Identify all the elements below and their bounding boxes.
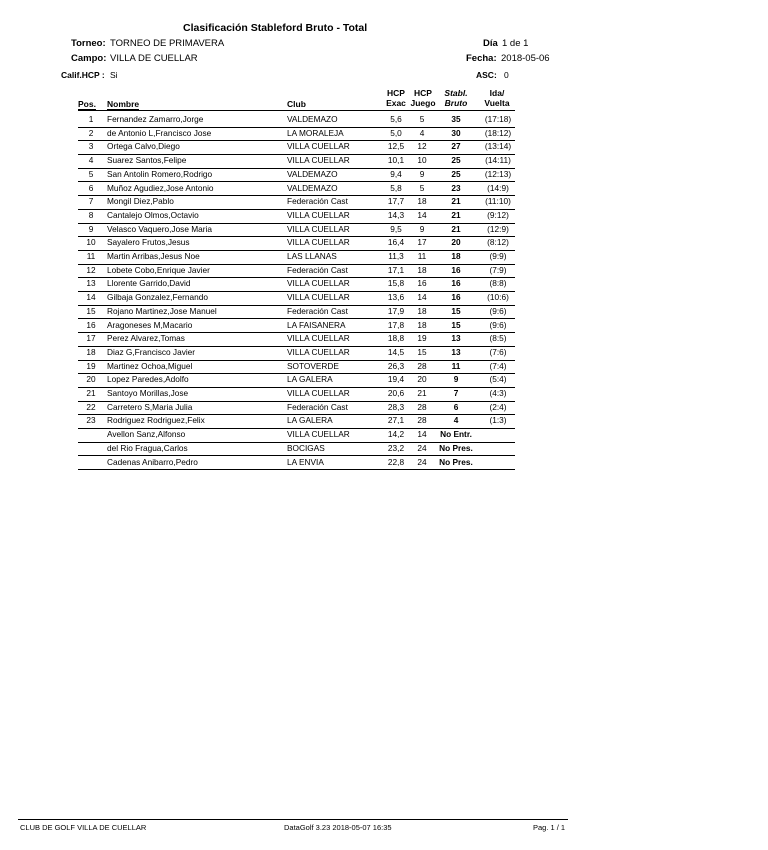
row-club: LA ENVIA <box>287 456 324 467</box>
row-hcp-exac: 18,8 <box>387 333 405 344</box>
header-nombre: Nombre <box>107 99 140 109</box>
row-club: Federación Cast <box>287 401 348 412</box>
row-nombre: San Antolin Romero,Rodrigo <box>107 168 213 179</box>
torneo-value: TORNEO DE PRIMAVERA <box>110 38 225 49</box>
asc-label: ASC: <box>476 70 497 80</box>
row-ida-vuelta: (9:9) <box>489 251 507 261</box>
row-ida-vuelta: (2:4) <box>489 401 507 412</box>
row-stableford-bruto: 18 <box>451 251 461 261</box>
row-ida-vuelta: (9:6) <box>489 305 507 316</box>
row-pos: 9 <box>88 223 94 234</box>
table-row <box>78 168 515 183</box>
row-nombre: Perez Alvarez,Tomas <box>107 333 185 344</box>
row-hcp-exac: 11,3 <box>388 251 404 261</box>
row-nombre: Martinez Ochoa,Miguel <box>107 360 193 371</box>
header-ida-vuelta <box>479 88 515 108</box>
row-hcp-exac: 14,5 <box>387 346 405 357</box>
row-stableford-bruto: 6 <box>453 401 459 412</box>
table-row <box>78 332 515 347</box>
row-pos: 10 <box>86 237 96 248</box>
row-nombre: Fernandez Zamarro,Jorge <box>107 114 204 124</box>
header-hcp-label: HCP <box>387 88 405 98</box>
row-nombre: Rojano Martinez,Jose Manuel <box>107 305 217 316</box>
header-hcp-label: HCP <box>414 88 432 98</box>
row-club: VILLA CUELLAR <box>287 346 350 357</box>
row-hcp-juego: 4 <box>419 127 425 138</box>
row-hcp-juego: 9 <box>419 223 425 234</box>
row-club: VALDEMAZO <box>287 168 338 179</box>
row-pos: 18 <box>86 346 96 357</box>
table-row <box>78 442 515 457</box>
row-hcp-juego: 14 <box>417 429 427 440</box>
row-hcp-exac: 12,5 <box>387 141 405 152</box>
row-hcp-juego: 21 <box>417 388 427 398</box>
row-pos: 6 <box>88 182 94 193</box>
fecha-value: 2018-05-06 <box>501 53 550 64</box>
row-hcp-exac: 17,9 <box>387 305 405 316</box>
row-hcp-exac: 9,5 <box>390 223 402 234</box>
row-pos: 11 <box>86 251 96 261</box>
row-nombre: Sayalero Frutos,Jesus <box>107 237 190 248</box>
table-row <box>78 250 515 265</box>
row-nombre: Mongil Diez,Pablo <box>107 196 174 207</box>
header-hcp-exac <box>382 88 410 108</box>
row-hcp-juego: 14 <box>417 209 427 220</box>
row-nombre: Lopez Paredes,Adolfo <box>107 374 189 385</box>
row-pos: 12 <box>86 264 96 275</box>
row-ida-vuelta: (14:11) <box>485 155 511 166</box>
row-stableford-bruto: 13 <box>451 333 461 344</box>
footer-page: Pag. 1 / 1 <box>533 823 566 832</box>
row-stableford-bruto: 16 <box>451 264 461 275</box>
row-hcp-exac: 14,2 <box>387 429 405 440</box>
header-pos: Pos. <box>78 99 96 109</box>
row-club: VILLA CUELLAR <box>287 292 350 303</box>
header-club: Club <box>287 99 306 109</box>
row-hcp-exac: 14,3 <box>387 209 405 220</box>
row-stableford-bruto: 4 <box>453 415 459 426</box>
row-ida-vuelta: (13:14) <box>484 141 512 152</box>
row-hcp-exac: 20,6 <box>387 388 405 398</box>
row-nombre: Velasco Vaquero,Jose Maria <box>107 223 212 234</box>
row-nombre: Avellon Sanz,Alfonso <box>107 429 186 440</box>
row-hcp-exac: 15,8 <box>387 278 405 289</box>
row-nombre: Diaz G,Francisco Javier <box>107 346 196 357</box>
row-hcp-exac: 5,6 <box>390 114 402 124</box>
row-stableford-bruto: 25 <box>451 168 461 179</box>
row-ida-vuelta: (12:9) <box>487 223 509 234</box>
row-hcp-juego: 19 <box>417 333 427 344</box>
footer-club: CLUB DE GOLF VILLA DE CUELLAR <box>20 823 147 832</box>
row-stableford-bruto: 21 <box>451 223 461 234</box>
row-stableford-bruto: 23 <box>451 182 461 193</box>
row-club: VILLA CUELLAR <box>287 223 350 234</box>
row-stableford-bruto: 15 <box>451 319 461 330</box>
table-row <box>78 154 515 169</box>
table-row <box>78 127 515 142</box>
header-stabl-label: Stabl. <box>444 88 468 98</box>
row-pos: 3 <box>88 141 94 152</box>
row-hcp-exac: 27,1 <box>387 415 405 426</box>
row-pos: 17 <box>86 333 96 344</box>
row-club: Federación Cast <box>287 305 348 316</box>
row-hcp-exac: 17,8 <box>387 319 405 330</box>
dia-label: Día <box>483 38 498 49</box>
campo-label: Campo: <box>71 53 107 64</box>
calif-value: Si <box>110 70 118 80</box>
table-row <box>78 140 515 155</box>
row-stableford-bruto: 35 <box>451 114 461 124</box>
row-ida-vuelta: (5:4) <box>489 374 507 385</box>
row-stableford-bruto: No Pres. <box>439 456 473 467</box>
row-pos: 15 <box>86 305 96 316</box>
row-ida-vuelta: (7:4) <box>489 360 507 371</box>
row-pos: 22 <box>86 401 96 412</box>
table-row <box>78 456 515 471</box>
campo-value: VILLA DE CUELLAR <box>110 53 198 64</box>
header-hcp-juego <box>409 88 437 108</box>
row-ida-vuelta: (8:5) <box>489 333 507 344</box>
table-row <box>78 209 515 224</box>
row-stableford-bruto: 7 <box>453 388 459 398</box>
row-club: LA GALERA <box>287 415 333 426</box>
table-row <box>78 401 515 416</box>
row-club: VILLA CUELLAR <box>287 388 350 398</box>
row-ida-vuelta: (10:6) <box>487 292 509 303</box>
row-hcp-exac: 26,3 <box>387 360 405 371</box>
table-row <box>78 236 515 251</box>
row-nombre: Ortega Calvo,Diego <box>107 141 180 152</box>
row-pos: 1 <box>88 114 94 124</box>
row-stableford-bruto: No Pres. <box>439 442 473 453</box>
row-hcp-juego: 15 <box>417 346 427 357</box>
row-nombre: Rodriguez Rodriguez,Felix <box>107 415 205 426</box>
calif-label: Calif.HCP : <box>61 70 105 80</box>
row-pos: 13 <box>86 278 96 289</box>
table-row <box>78 182 515 197</box>
row-pos: 21 <box>86 388 96 398</box>
row-hcp-juego: 24 <box>417 442 427 453</box>
row-hcp-juego: 11 <box>417 251 427 261</box>
row-nombre: Llorente Garrido,David <box>107 278 191 289</box>
row-club: VILLA CUELLAR <box>287 278 350 289</box>
footer-software: DataGolf 3.23 2018-05-07 16:35 <box>284 823 392 832</box>
row-hcp-exac: 10,1 <box>387 155 405 166</box>
table-row <box>78 223 515 238</box>
table-row <box>78 319 515 334</box>
row-hcp-juego: 10 <box>417 155 427 166</box>
row-nombre: Muñoz Agudiez,Jose Antonio <box>107 182 214 193</box>
row-hcp-exac: 19,4 <box>387 374 405 385</box>
row-hcp-exac: 9,4 <box>390 168 402 179</box>
table-row <box>78 373 515 388</box>
row-hcp-juego: 28 <box>417 415 427 426</box>
row-club: VALDEMAZO <box>287 182 338 193</box>
row-nombre: de Antonio L,Francisco Jose <box>107 127 212 138</box>
row-ida-vuelta: (9:12) <box>487 209 509 220</box>
row-nombre: Aragoneses M,Macario <box>107 319 193 330</box>
row-hcp-juego: 18 <box>417 264 427 275</box>
row-nombre: Lobete Cobo,Enrique Javier <box>107 264 210 275</box>
row-club: LA MORALEJA <box>287 127 344 138</box>
dia-value: 1 de 1 <box>502 38 529 49</box>
row-hcp-juego: 16 <box>417 278 427 289</box>
row-hcp-exac: 23,2 <box>387 442 405 453</box>
row-nombre: Cantalejo Olmos,Octavio <box>107 209 199 220</box>
row-hcp-exac: 16,4 <box>387 237 405 248</box>
row-club: Federación Cast <box>287 196 348 207</box>
asc-value: 0 <box>504 70 509 80</box>
row-stableford-bruto: 20 <box>451 237 461 248</box>
table-row <box>78 414 515 429</box>
row-ida-vuelta: (11:10) <box>485 196 511 207</box>
row-stableford-bruto: No Entr. <box>440 429 472 440</box>
page-title: Clasificación Stableford Bruto - Total <box>183 22 368 34</box>
row-pos: 14 <box>86 292 96 303</box>
row-hcp-exac: 5,0 <box>390 127 402 138</box>
row-pos: 23 <box>86 415 96 426</box>
table-row <box>78 277 515 292</box>
header-stabl-bruto <box>440 88 472 108</box>
torneo-label: Torneo: <box>71 38 106 49</box>
row-club: VILLA CUELLAR <box>287 333 350 344</box>
row-hcp-exac: 17,1 <box>387 264 405 275</box>
row-club: LAS LLANAS <box>287 251 337 261</box>
row-club: LA FAISANERA <box>287 319 346 330</box>
header-rule <box>78 110 515 111</box>
row-pos: 8 <box>88 209 94 220</box>
header-juego-label: Juego <box>410 98 436 108</box>
row-stableford-bruto: 21 <box>451 196 461 207</box>
row-nombre: del Rio Fragua,Carlos <box>107 442 188 453</box>
row-hcp-juego: 20 <box>417 374 427 385</box>
row-hcp-juego: 5 <box>419 182 425 193</box>
row-hcp-exac: 5,8 <box>390 182 402 193</box>
table-row <box>78 305 515 320</box>
table-row <box>78 291 515 306</box>
row-pos: 2 <box>88 127 94 138</box>
row-nombre: Martin Arribas,Jesus Noe <box>107 251 200 261</box>
row-nombre: Suarez Santos,Felipe <box>107 155 187 166</box>
row-pos: 20 <box>86 374 96 385</box>
header-ida-label: Ida/ <box>489 88 505 98</box>
table-row <box>78 346 515 361</box>
header-vuelta-label: Vuelta <box>484 98 510 108</box>
row-hcp-juego: 12 <box>417 141 427 152</box>
header-exac-label: Exac <box>386 98 406 108</box>
row-hcp-exac: 28,3 <box>387 401 405 412</box>
row-ida-vuelta: (12:13) <box>484 168 512 179</box>
row-hcp-juego: 18 <box>417 305 427 316</box>
row-hcp-exac: 13,6 <box>387 292 405 303</box>
row-ida-vuelta: (7:9) <box>489 264 507 275</box>
row-ida-vuelta: (8:8) <box>489 278 507 289</box>
row-pos: 7 <box>88 196 94 207</box>
row-ida-vuelta: (7:6) <box>489 346 507 357</box>
row-ida-vuelta: (9:6) <box>489 319 507 330</box>
row-club: LA GALERA <box>287 374 333 385</box>
table-row <box>78 428 515 443</box>
row-hcp-juego: 9 <box>419 168 425 179</box>
row-pos: 19 <box>86 360 96 371</box>
row-club: VILLA CUELLAR <box>287 155 350 166</box>
row-hcp-exac: 17,7 <box>387 196 405 207</box>
row-hcp-juego: 5 <box>419 114 425 124</box>
fecha-label: Fecha: <box>466 53 497 64</box>
row-club: VILLA CUELLAR <box>287 237 350 248</box>
row-stableford-bruto: 9 <box>453 374 459 385</box>
row-nombre: Carretero S,Maria Julia <box>107 401 193 412</box>
row-hcp-juego: 24 <box>417 456 427 467</box>
row-nombre: Santoyo Morillas,Jose <box>107 388 189 398</box>
row-ida-vuelta: (18:12) <box>484 127 512 138</box>
table-row <box>78 387 515 402</box>
row-club: Federación Cast <box>287 264 348 275</box>
row-stableford-bruto: 25 <box>451 155 461 166</box>
row-club: SOTOVERDE <box>287 360 339 371</box>
table-row <box>78 264 515 279</box>
row-nombre: Cadenas Anibarro,Pedro <box>107 456 198 467</box>
row-club: VILLA CUELLAR <box>287 209 350 220</box>
row-hcp-juego: 18 <box>417 196 427 207</box>
row-club: VILLA CUELLAR <box>287 429 350 440</box>
row-ida-vuelta: (1:3) <box>489 415 507 426</box>
row-stableford-bruto: 15 <box>451 305 461 316</box>
row-stableford-bruto: 11 <box>451 360 461 371</box>
row-hcp-juego: 14 <box>417 292 427 303</box>
table-row <box>78 195 515 210</box>
row-hcp-juego: 28 <box>417 401 427 412</box>
row-stableford-bruto: 16 <box>451 278 461 289</box>
row-hcp-juego: 28 <box>417 360 427 371</box>
table-row <box>78 360 515 375</box>
row-ida-vuelta: (14:9) <box>487 182 509 193</box>
row-stableford-bruto: 21 <box>451 209 461 220</box>
row-hcp-juego: 18 <box>417 319 427 330</box>
table-row <box>78 113 515 128</box>
row-pos: 4 <box>88 155 94 166</box>
row-stableford-bruto: 16 <box>451 292 461 303</box>
row-pos: 16 <box>86 319 96 330</box>
row-hcp-exac: 22,8 <box>387 456 405 467</box>
row-pos: 5 <box>88 168 94 179</box>
row-ida-vuelta: (8:12) <box>487 237 509 248</box>
row-club: VILLA CUELLAR <box>287 141 350 152</box>
row-hcp-juego: 17 <box>417 237 427 248</box>
row-ida-vuelta: (17:18) <box>484 114 512 124</box>
header-bruto-label: Bruto <box>444 98 468 108</box>
row-ida-vuelta: (4:3) <box>489 388 507 398</box>
row-club: BOCIGAS <box>287 442 325 453</box>
row-stableford-bruto: 13 <box>451 346 461 357</box>
row-stableford-bruto: 27 <box>451 141 461 152</box>
row-stableford-bruto: 30 <box>451 127 461 138</box>
row-nombre: Gilbaja Gonzalez,Fernando <box>107 292 209 303</box>
footer-rule <box>18 819 568 820</box>
row-club: VALDEMAZO <box>287 114 338 124</box>
